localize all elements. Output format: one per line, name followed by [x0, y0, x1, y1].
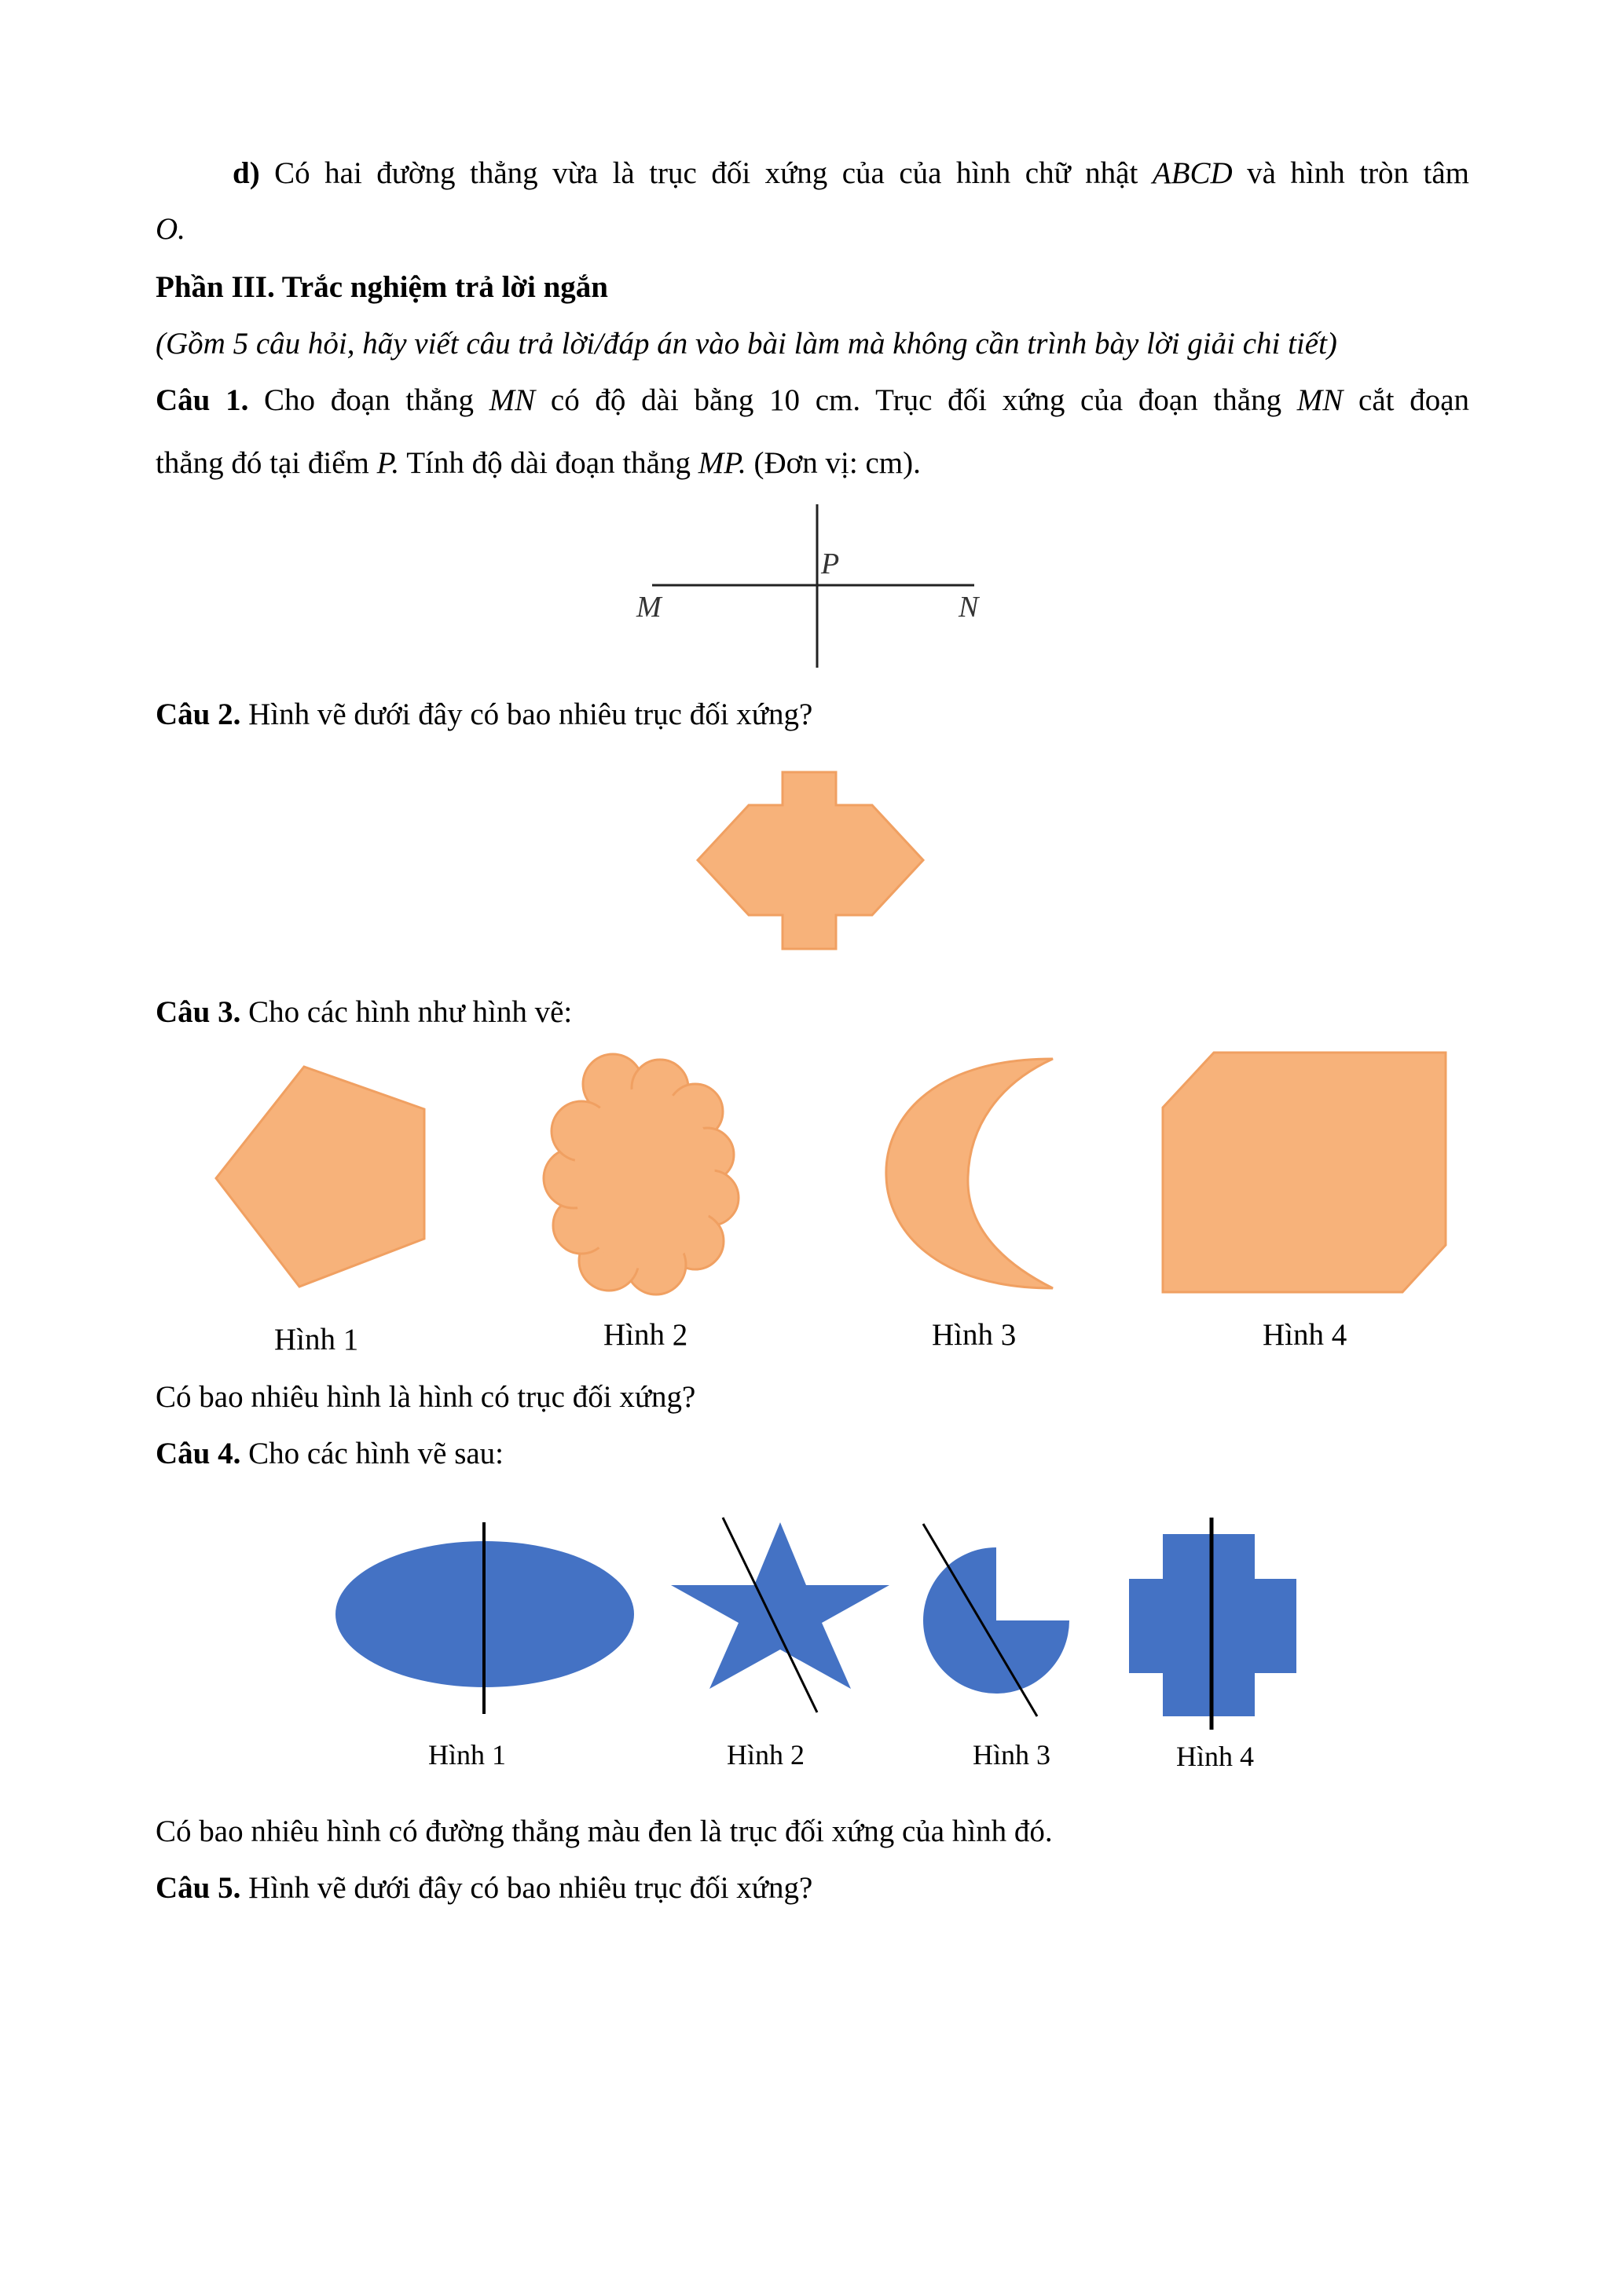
q1-mn: MN — [489, 383, 536, 417]
q3-shape-1-pentagon — [212, 1064, 440, 1300]
q1-t7: (Đơn vị: — [753, 446, 858, 480]
q4-caption-3: Hình 3 — [973, 1739, 1050, 1771]
section-instruction — [156, 325, 1469, 363]
q2-line — [156, 696, 1469, 734]
q3-question — [156, 1379, 1469, 1416]
q4-question — [156, 1813, 1469, 1851]
d-item-text2: và hình tròn tâm — [1247, 156, 1470, 190]
d-item-line1 — [156, 155, 1469, 192]
q1-t2: có độ dài bằng — [550, 383, 754, 417]
q4-caption-4: Hình 4 — [1176, 1741, 1254, 1772]
q3-shape-4-cut-rectangle — [1155, 1049, 1461, 1300]
q4-shape-1-ellipse — [330, 1508, 636, 1720]
q3-caption-1: Hình 1 — [274, 1323, 359, 1357]
section-instruction-text: (Gồm 5 câu hỏi, hãy viết câu trả lời/đáp án vào bài làm mà không cần trình bày lời giải chi tiết) — [156, 327, 1337, 361]
crescent-shape — [886, 1059, 1053, 1288]
quarter-cut-circle-shape — [923, 1547, 1069, 1694]
q5-label: Câu 5. — [156, 1871, 241, 1905]
q4-shape-3-pacman — [915, 1512, 1088, 1724]
q2-label: Câu 2. — [156, 698, 241, 731]
q3-caption-2: Hình 2 — [603, 1318, 688, 1352]
q1-mn-2: MN — [1296, 383, 1344, 417]
q2-double-arrow-figure — [691, 770, 927, 958]
q4-text: Cho các hình vẽ sau: — [248, 1437, 504, 1470]
q4-label: Câu 4. — [156, 1437, 241, 1470]
double-arrow-shape — [698, 772, 923, 949]
star-shape — [671, 1522, 889, 1689]
q1-len: 10 cm. — [769, 383, 861, 417]
q1-label: Câu 1. — [156, 383, 249, 417]
q1-t6: Tính độ dài đoạn thẳng — [406, 446, 691, 480]
q3-caption-3: Hình 3 — [932, 1318, 1017, 1352]
label-m: M — [636, 591, 662, 624]
q5-line — [156, 1869, 1469, 1907]
d-item-text1: Có hai đường thẳng vừa là trục đối xứng của của hình chữ nhật — [274, 156, 1138, 190]
q1-t4: cắt đoạn — [1358, 383, 1469, 417]
q3-caption-4: Hình 4 — [1263, 1318, 1347, 1352]
q1-p: P. — [376, 446, 400, 480]
q4-caption-1: Hình 1 — [428, 1739, 506, 1771]
label-n: N — [959, 591, 979, 624]
q3-shape-2-cloud — [538, 1049, 750, 1300]
q1-t3: Trục đối xứng của đoạn thẳng — [875, 383, 1282, 417]
section-title — [156, 269, 1469, 306]
q1-t5: thẳng đó tại điểm — [156, 446, 369, 480]
cut-rectangle-shape — [1163, 1053, 1446, 1292]
q3-line — [156, 994, 1469, 1031]
q3-label: Câu 3. — [156, 995, 241, 1029]
q4-caption-2: Hình 2 — [727, 1739, 805, 1771]
d-item-line2 — [156, 211, 1469, 248]
label-p: P — [821, 547, 840, 580]
q1-t8: ). — [903, 446, 921, 480]
q1-unit: cm — [865, 446, 904, 480]
pentagon-shape — [216, 1067, 424, 1287]
d-item-label: d) — [233, 156, 260, 190]
q1-line2 — [156, 445, 1469, 482]
q3-text: Cho các hình như hình vẽ: — [248, 995, 573, 1029]
section-title-text: Phần III. Trắc nghiệm trả lời ngắn — [156, 270, 608, 304]
q4-shape-4-cross — [1120, 1508, 1308, 1736]
d-item-o: O. — [156, 212, 185, 246]
q1-mp: MP. — [698, 446, 746, 480]
q3-question-text: Có bao nhiêu hình là hình có trục đối xứng? — [156, 1380, 696, 1414]
q5-text: Hình vẽ dưới đây có bao nhiêu trục đối xứng? — [248, 1871, 813, 1905]
q1-segment-figure — [613, 495, 1006, 676]
d-item-abcd: ABCD — [1152, 156, 1233, 190]
q1-line1 — [156, 382, 1469, 419]
q2-text: Hình vẽ dưới đây có bao nhiêu trục đối xứng? — [248, 698, 813, 731]
q4-shape-2-star — [668, 1507, 896, 1727]
q1-t1: Cho đoạn thẳng — [264, 383, 474, 417]
q4-question-text: Có bao nhiêu hình có đường thẳng màu đen là trục đối xứng của hình đó. — [156, 1814, 1053, 1848]
q3-shape-3-crescent — [880, 1053, 1061, 1296]
q4-line — [156, 1435, 1469, 1473]
